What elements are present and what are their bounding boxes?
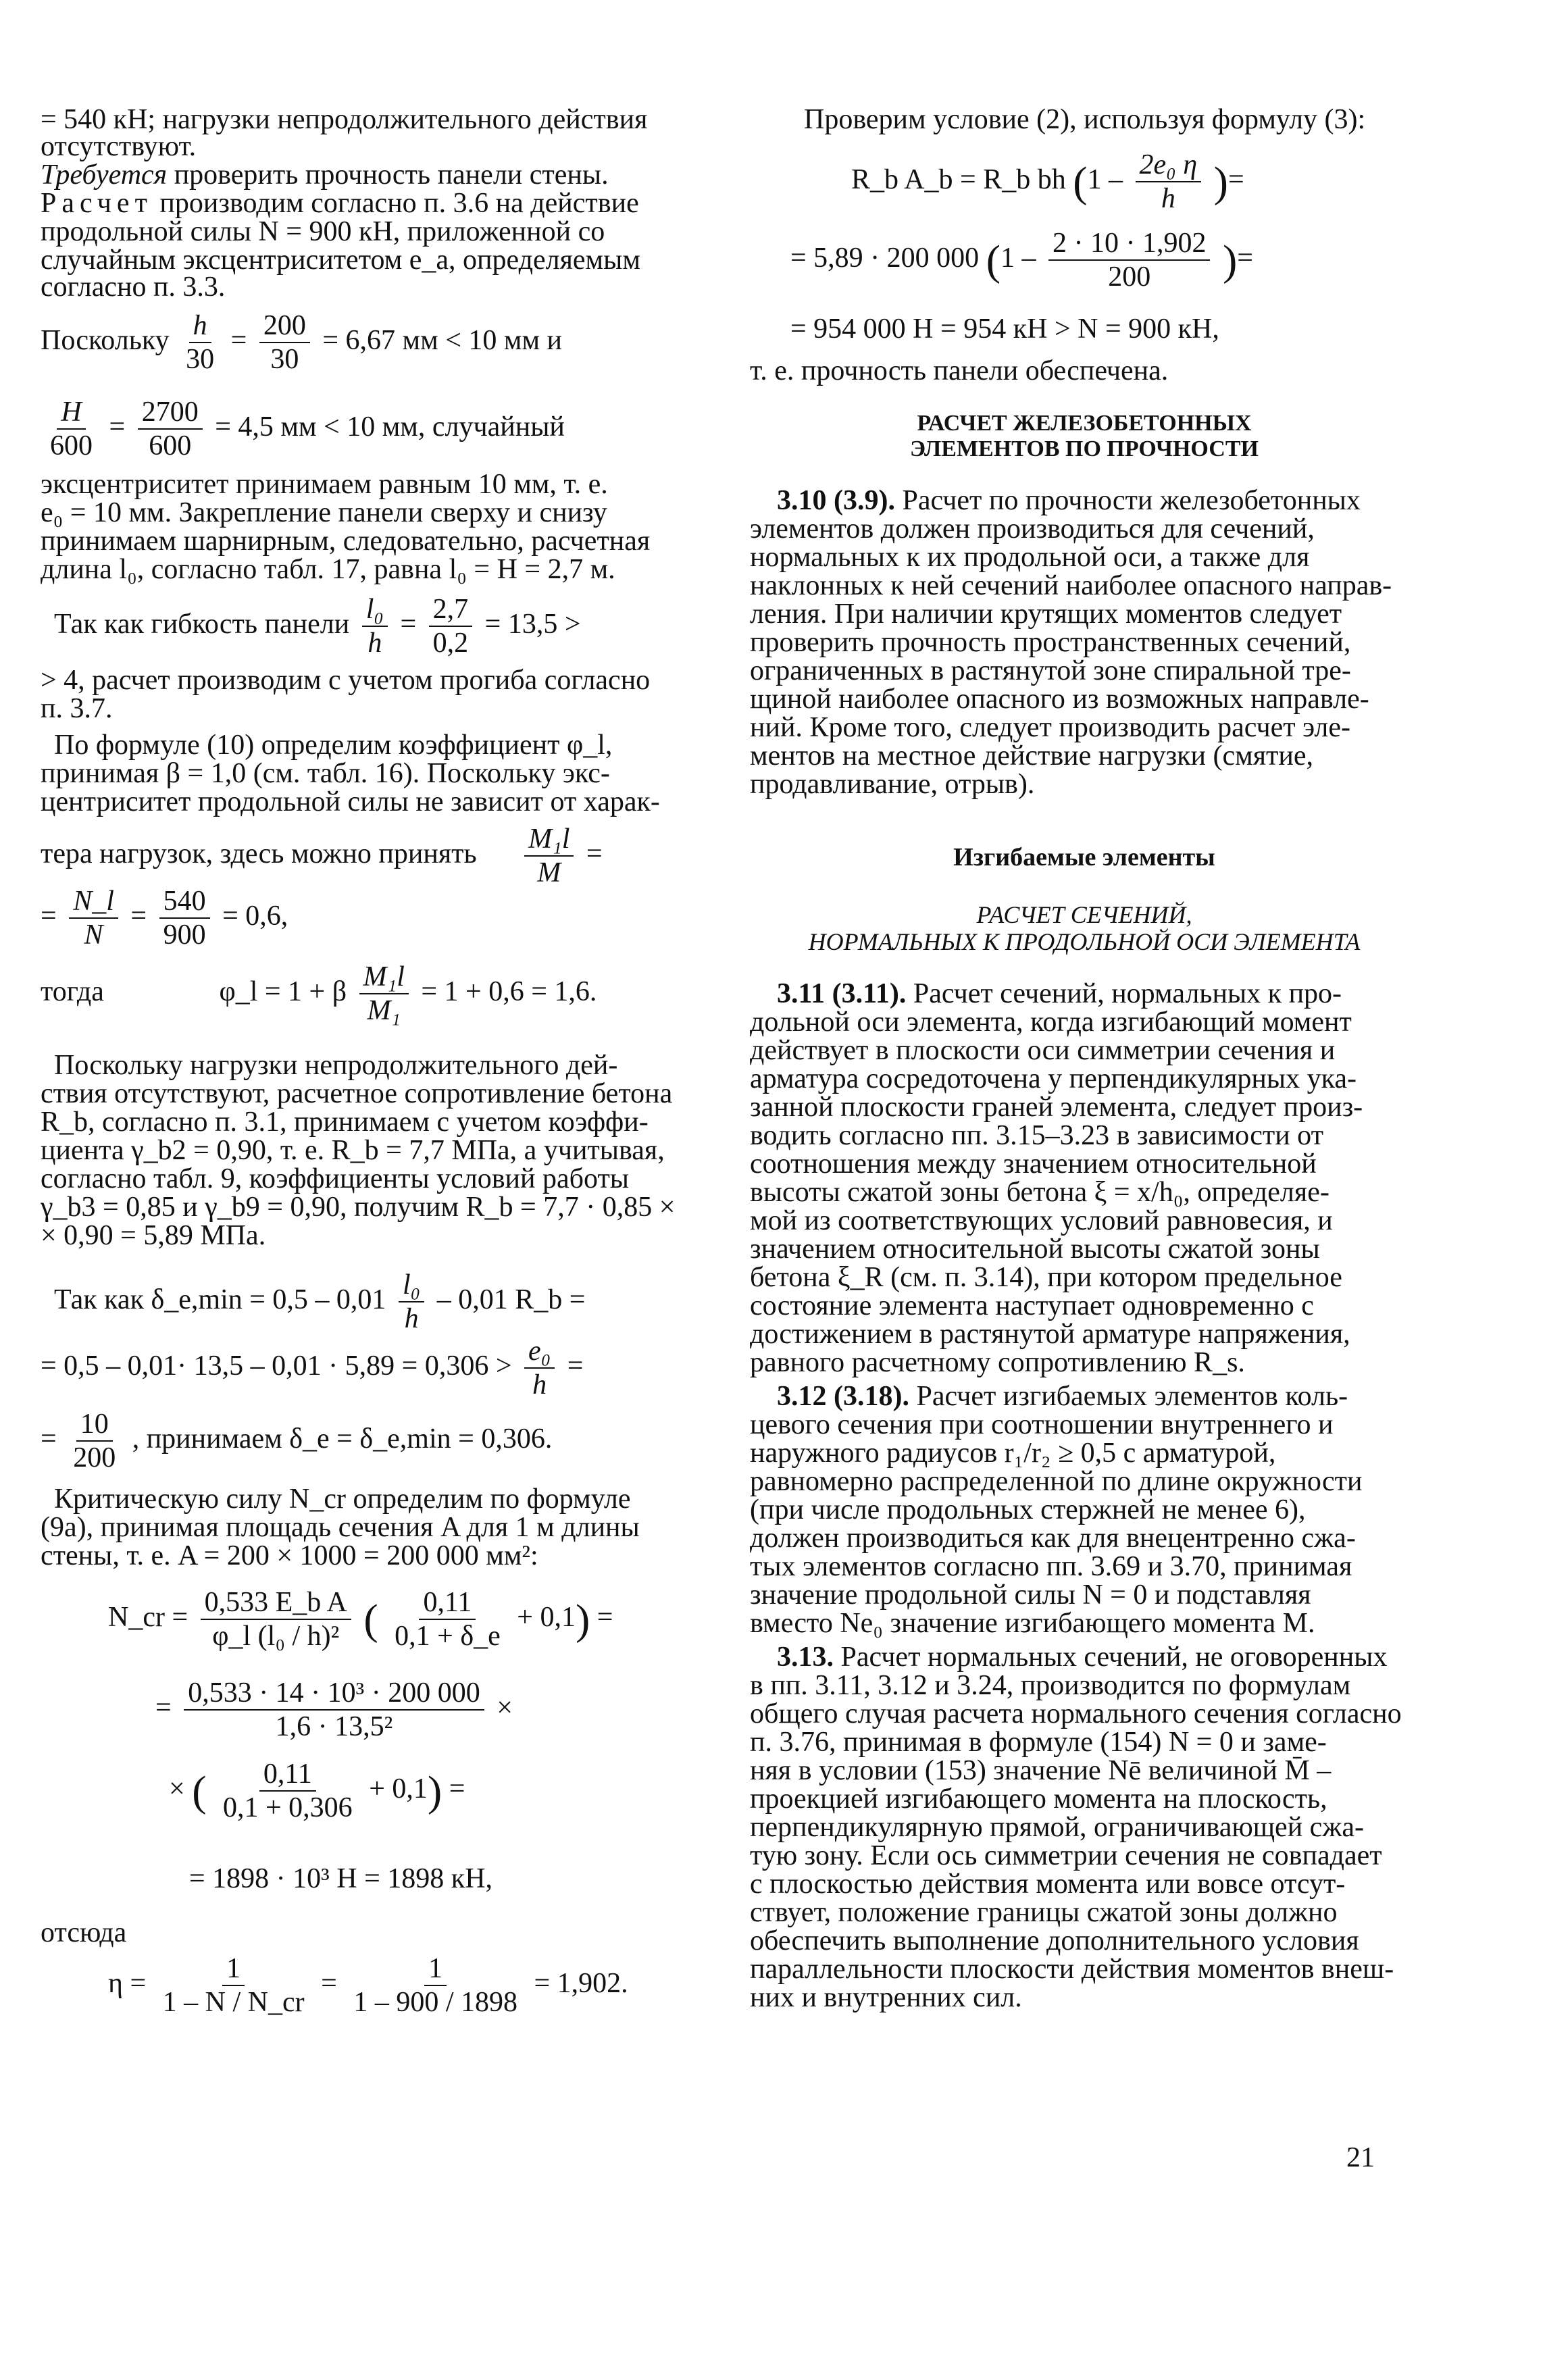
fraction: $\frac{\text{0,533 E\_b A}}{\text{φ\_l (l₀ / h)²}}$ [201, 1586, 351, 1653]
formula-line: × ( $\frac{0,11}{0,1 + 0,306}$ + 0,1) = [169, 1758, 465, 1824]
text-line: бетона ξ_R (см. п. 3.14), при котором предельное [750, 1262, 1342, 1293]
text-line: согласно табл. 9, коэффициенты условий работы [41, 1163, 630, 1194]
text-line: ний. Кроме того, следует производить расчет эле- [750, 712, 1350, 743]
section-heading: РАСЧЕТ ЖЕЛЕЗОБЕТОННЫХ [917, 411, 1252, 436]
text-line: Критическую силу N_cr определим по формуле [54, 1484, 631, 1515]
fraction: $\frac{H}{600}$ [50, 397, 93, 462]
formula-line: = $\frac{10}{200}$ , принимаем δ_e = δ_e,min = 0,306. [41, 1409, 553, 1474]
formula-line: = 954 000 Н = 954 кН > N = 900 кН, [790, 313, 1219, 345]
text-line: принимая β = 1,0 (см. табл. 16). Поскольку экс- [41, 758, 610, 789]
text-line: значением относительной высоты сжатой зоны [750, 1234, 1320, 1265]
text-line: ограниченных в растянутой зоне спиральной тре- [750, 655, 1351, 686]
emphasis: Требуется [41, 159, 168, 191]
text-line: × 0,90 = 5,89 МПа. [41, 1220, 266, 1251]
formula-line: Поскольку $\frac{h}{30}$ = $\frac{200}{30}$ = 6,67 мм < 10 мм и [41, 310, 563, 376]
formula-line: тера нагрузок, здесь можно принять $\frac{\text{M₁l}}{M}$ = [41, 824, 603, 889]
section-subheading: НОРМАЛЬНЫХ К ПРОДОЛЬНОЙ ОСИ ЭЛЕМЕНТА [808, 928, 1361, 955]
formula-line: η = $\frac{1}{1 - N / N\_cr}$ = $\frac{1}{1 - 900 / 1898}$ = 1,902. [108, 1953, 628, 2019]
fraction: $\frac{540}{900}$ [159, 885, 210, 952]
formula-line: R_b A_b = R_b bh (1 – $\frac{\text{2e₀ η}}{h}$ )= [851, 149, 1244, 215]
text-line: отсюда [41, 1917, 127, 1948]
text: = 4,5 мм < 10 мм, случайный [215, 411, 565, 442]
text-line: действует в плоскости оси симметрии сечения и [750, 1035, 1336, 1066]
text: производим согласно п. 3.6 на действие [152, 188, 639, 219]
text-line: элементов должен производиться для сечений, [750, 513, 1315, 545]
text-line [41, 161, 609, 189]
fraction: $\frac{2700}{600}$ [138, 396, 203, 463]
formula-line: = 1898 · 10³ Н = 1898 кН, [189, 1863, 493, 1894]
formula-line: = 0,5 – 0,01· 13,5 – 0,01 · 5,89 = 0,306 > $\frac{\text{e₀}}{h}$ = [41, 1336, 584, 1401]
section-heading: Изгибаемые элементы [953, 843, 1215, 871]
text-line: согласно п. 3.3. [41, 272, 226, 303]
paragraph-number: 3.12 (3.18). [777, 1381, 909, 1412]
text-line: ствует, положение границы сжатой зоны должно [750, 1897, 1338, 1928]
fraction: $\frac{h}{30}$ [186, 310, 215, 376]
text-line: продавливание, отрыв). [750, 769, 1035, 800]
text-line: эксцентриситет принимаем равным 10 мм, т. е. [41, 469, 608, 500]
text-line: отсутствуют. [41, 131, 197, 162]
text: Поскольку [41, 324, 170, 356]
text-line: равномерно распределенной по длине окружности [750, 1466, 1363, 1497]
text-line: водить согласно пп. 3.15–3.23 в зависимости от [750, 1120, 1323, 1151]
fraction: $\frac{0,11}{0,1 + \delta\_e}$ [395, 1587, 501, 1652]
text-line: ментов на местное действие нагрузки (смятие, [750, 740, 1314, 771]
text-line: γ_b3 = 0,85 и γ_b9 = 0,90, получим R_b = 7,7 · 0,85 × [41, 1192, 676, 1223]
fraction: $\frac{2 \cdot 10 \cdot 1,902}{200}$ [1048, 227, 1210, 294]
fraction: $\frac{0,11}{0,1 + 0,306}$ [223, 1758, 353, 1824]
fraction: $\frac{1}{1 - N / N\_cr}$ [162, 1953, 305, 2019]
fraction: $\frac{\text{l₀}}{h}$ [362, 593, 388, 660]
text-line: с плоскостью действия момента или вовсе отсут- [750, 1869, 1346, 1900]
text-line: соотношения между значением относительной [750, 1148, 1317, 1180]
fraction: $\frac{1}{1 - 900 / 1898}$ [353, 1953, 517, 2019]
text-line: нормальных к их продольной оси, а также для [750, 542, 1310, 573]
fraction: $\frac{N\_l}{N}$ [69, 885, 118, 952]
text-line: няя в условии (153) значение Nē величиной M̄ – [750, 1755, 1332, 1786]
fraction: $\frac{\text{l₀}}{h}$ [399, 1269, 424, 1336]
text-line: > 4, расчет производим с учетом прогиба согласно [41, 665, 651, 696]
fraction: $\frac{\text{0,533 · 14 · 10³ · 200 000}}{\text{1,6 · 13,5²}}$ [184, 1677, 484, 1744]
text-line: продольной силы N = 900 кН, приложенной со [41, 216, 605, 247]
text-line: Проверим условие (2), используя формулу (3): [804, 104, 1366, 135]
text: = 6,67 мм < 10 мм и [322, 324, 563, 356]
text-line: стены, т. е. A = 200 × 1000 = 200 000 мм²: [41, 1540, 538, 1571]
text-line: цевого сечения при соотношении внутреннего и [750, 1409, 1334, 1440]
text-line: достижением в растянутой арматуре напряжения, [750, 1319, 1350, 1350]
text-line: в пп. 3.11, 3.12 и 3.24, производится по формулам [750, 1670, 1351, 1701]
text-line: равного расчетному сопротивлению R_s. [750, 1347, 1245, 1378]
text-line: ления. При наличии крутящих моментов следует [750, 599, 1342, 630]
text-line: п. 3.76, принимая в формуле (154) N = 0 и заме- [750, 1727, 1327, 1758]
spaced-word: Расчет [41, 188, 153, 219]
text-line: ствия отсутствуют, расчетное сопротивление бетона [41, 1078, 673, 1109]
text-line: случайным эксцентриситетом e_a, определяемым [41, 245, 640, 276]
paragraph-number: 3.11 (3.11). [777, 978, 907, 1009]
formula-line: Так как δ_e,min = 0,5 – 0,01 $\frac{\text{l₀}}{h}$ – 0,01 R_b = [54, 1269, 586, 1335]
text-line: перпендикулярную прямой, ограничивающей сжа- [750, 1812, 1364, 1843]
text-line: арматура сосредоточена у перпендикулярных ука- [750, 1063, 1357, 1094]
fraction: $\frac{\text{M₁l}}{\text{M₁}}$ [359, 961, 409, 1028]
formula-line: = $\frac{\text{0,533 · 14 · 10³ · 200 000}}{\text{1,6 · 13,5²}}$ × [155, 1677, 513, 1743]
fraction: $\frac{2,7}{0,2}$ [429, 593, 473, 660]
formula-line: = $\frac{N\_l}{N}$ = $\frac{540}{900}$ = 0,6, [41, 886, 288, 951]
text-line: 3.12 (3.18). Расчет изгибаемых элементов коль- [777, 1381, 1348, 1412]
text-line: (при числе продольных стержней не менее 6), [750, 1494, 1306, 1525]
fraction: $\frac{200}{30}$ [259, 309, 310, 376]
fraction: $\frac{\text{2e₀ η}}{h}$ [1136, 149, 1202, 216]
fraction: $\frac{\text{M₁l}}{M}$ [524, 823, 574, 890]
text-line: 3.10 (3.9). Расчет по прочности железобетонных [777, 485, 1361, 516]
text-line: общего случая расчета нормального сечения согласно [750, 1698, 1402, 1729]
text-line: вместо Ne₀ значение изгибающего момента M. [750, 1608, 1315, 1639]
text-line: проекцией изгибающего момента на плоскость, [750, 1783, 1327, 1815]
section-subheading: РАСЧЕТ СЕЧЕНИЙ, [976, 901, 1192, 928]
text-line: длина l₀, согласно табл. 17, равна l₀ = H = 2,7 м. [41, 554, 615, 585]
text-line: (9а), принимая площадь сечения A для 1 м длины [41, 1512, 640, 1543]
paragraph-number: 3.10 (3.9). [777, 485, 895, 516]
text-line: состояние элемента наступает одновременно с [750, 1290, 1314, 1321]
fraction: $\frac{10}{200}$ [73, 1409, 116, 1474]
formula-line: тогда φ_l = 1 + β $\frac{\text{M₁l}}{\text{M₁}}$ = 1 + 0,6 = 1,6. [41, 961, 597, 1027]
text-line: проверить прочность пространственных сечений, [750, 627, 1351, 658]
formula-line: = 5,89 · 200 000 (1 – $\frac{2 \cdot 10 \cdot 1,902}{200}$ )= [790, 228, 1253, 293]
text-line: циента γ_b2 = 0,90, т. е. R_b = 7,7 МПа, а учитывая, [41, 1135, 665, 1166]
section-heading: ЭЛЕМЕНТОВ ПО ПРОЧНОСТИ [910, 436, 1259, 461]
text-line: e₀ = 10 мм. Закрепление панели сверху и снизу [41, 497, 607, 528]
text-line: наружного радиусов r₁/r₂ ≥ 0,5 с арматурой, [750, 1438, 1276, 1469]
page-number: 21 [1346, 2142, 1375, 2173]
text-line: дольной оси элемента, когда изгибающий момент [750, 1007, 1352, 1038]
text-line: Поскольку нагрузки непродолжительного дей- [54, 1050, 618, 1081]
formula-line: N_cr = $\frac{\text{0,533 E\_b A}}{\text{φ\_l (l₀ / h)²}}$ ( $\frac{0,11}{0,1 + \delta\_e}$ + 0,1) = [108, 1587, 613, 1652]
text-line: принимаем шарнирным, следовательно, расчетная [41, 526, 651, 557]
text-line: = 540 кН; нагрузки непродолжительного действия [41, 104, 648, 135]
text-line: тых элементов согласно пп. 3.69 и 3.70, принимая [750, 1551, 1352, 1582]
text-line: центриситет продольной силы не зависит от харак- [41, 786, 660, 817]
text-line: т. е. прочность панели обеспечена. [750, 355, 1169, 386]
text-line: наклонных к ней сечений наиболее опасного направ- [750, 570, 1392, 601]
text-line: п. 3.7. [41, 693, 113, 724]
text-line: значение продольной силы N = 0 и подставляя [750, 1579, 1311, 1611]
text: проверить прочность панели стены. [167, 159, 609, 191]
formula-line: $\frac{H}{600}$ = $\frac{2700}{600}$ = 4,5 мм < 10 мм, случайный [41, 396, 565, 463]
text-line: высоты сжатой зоны бетона ξ = x/h₀, определяе- [750, 1177, 1329, 1208]
text-line: тую зону. Если ось симметрии сечения не совпадает [750, 1840, 1382, 1871]
text-line: мой из соответствующих условий равновесия, и [750, 1205, 1333, 1236]
paragraph-number: 3.13. [777, 1642, 834, 1673]
text-line: 3.11 (3.11). Расчет сечений, нормальных к про- [777, 978, 1342, 1009]
text-line: 3.13. Расчет нормальных сечений, не оговоренных [777, 1642, 1388, 1673]
text-line: R_b, согласно п. 3.1, принимаем с учетом коэффи- [41, 1107, 649, 1138]
formula-line: Так как гибкость панели $\frac{\text{l₀}}{h}$ = $\frac{2,7}{0,2}$ = 13,5 > [54, 594, 581, 659]
text-line: параллельности плоскости действия моментов внеш- [750, 1954, 1394, 1985]
text-line: щиной наиболее опасного из возможных направле- [750, 684, 1369, 715]
text-line [41, 189, 639, 218]
text-line: них и внутренних сил. [750, 1982, 1022, 2013]
text-line: должен производиться как для внецентренно сжа- [750, 1523, 1356, 1554]
text-line: занной плоскости граней элемента, следует произ- [750, 1092, 1363, 1123]
fraction: $\frac{\text{e₀}}{h}$ [524, 1335, 555, 1402]
text-line: По формуле (10) определим коэффициент φ_l, [54, 730, 613, 761]
text-line: обеспечить выполнение дополнительного условия [750, 1925, 1359, 1956]
